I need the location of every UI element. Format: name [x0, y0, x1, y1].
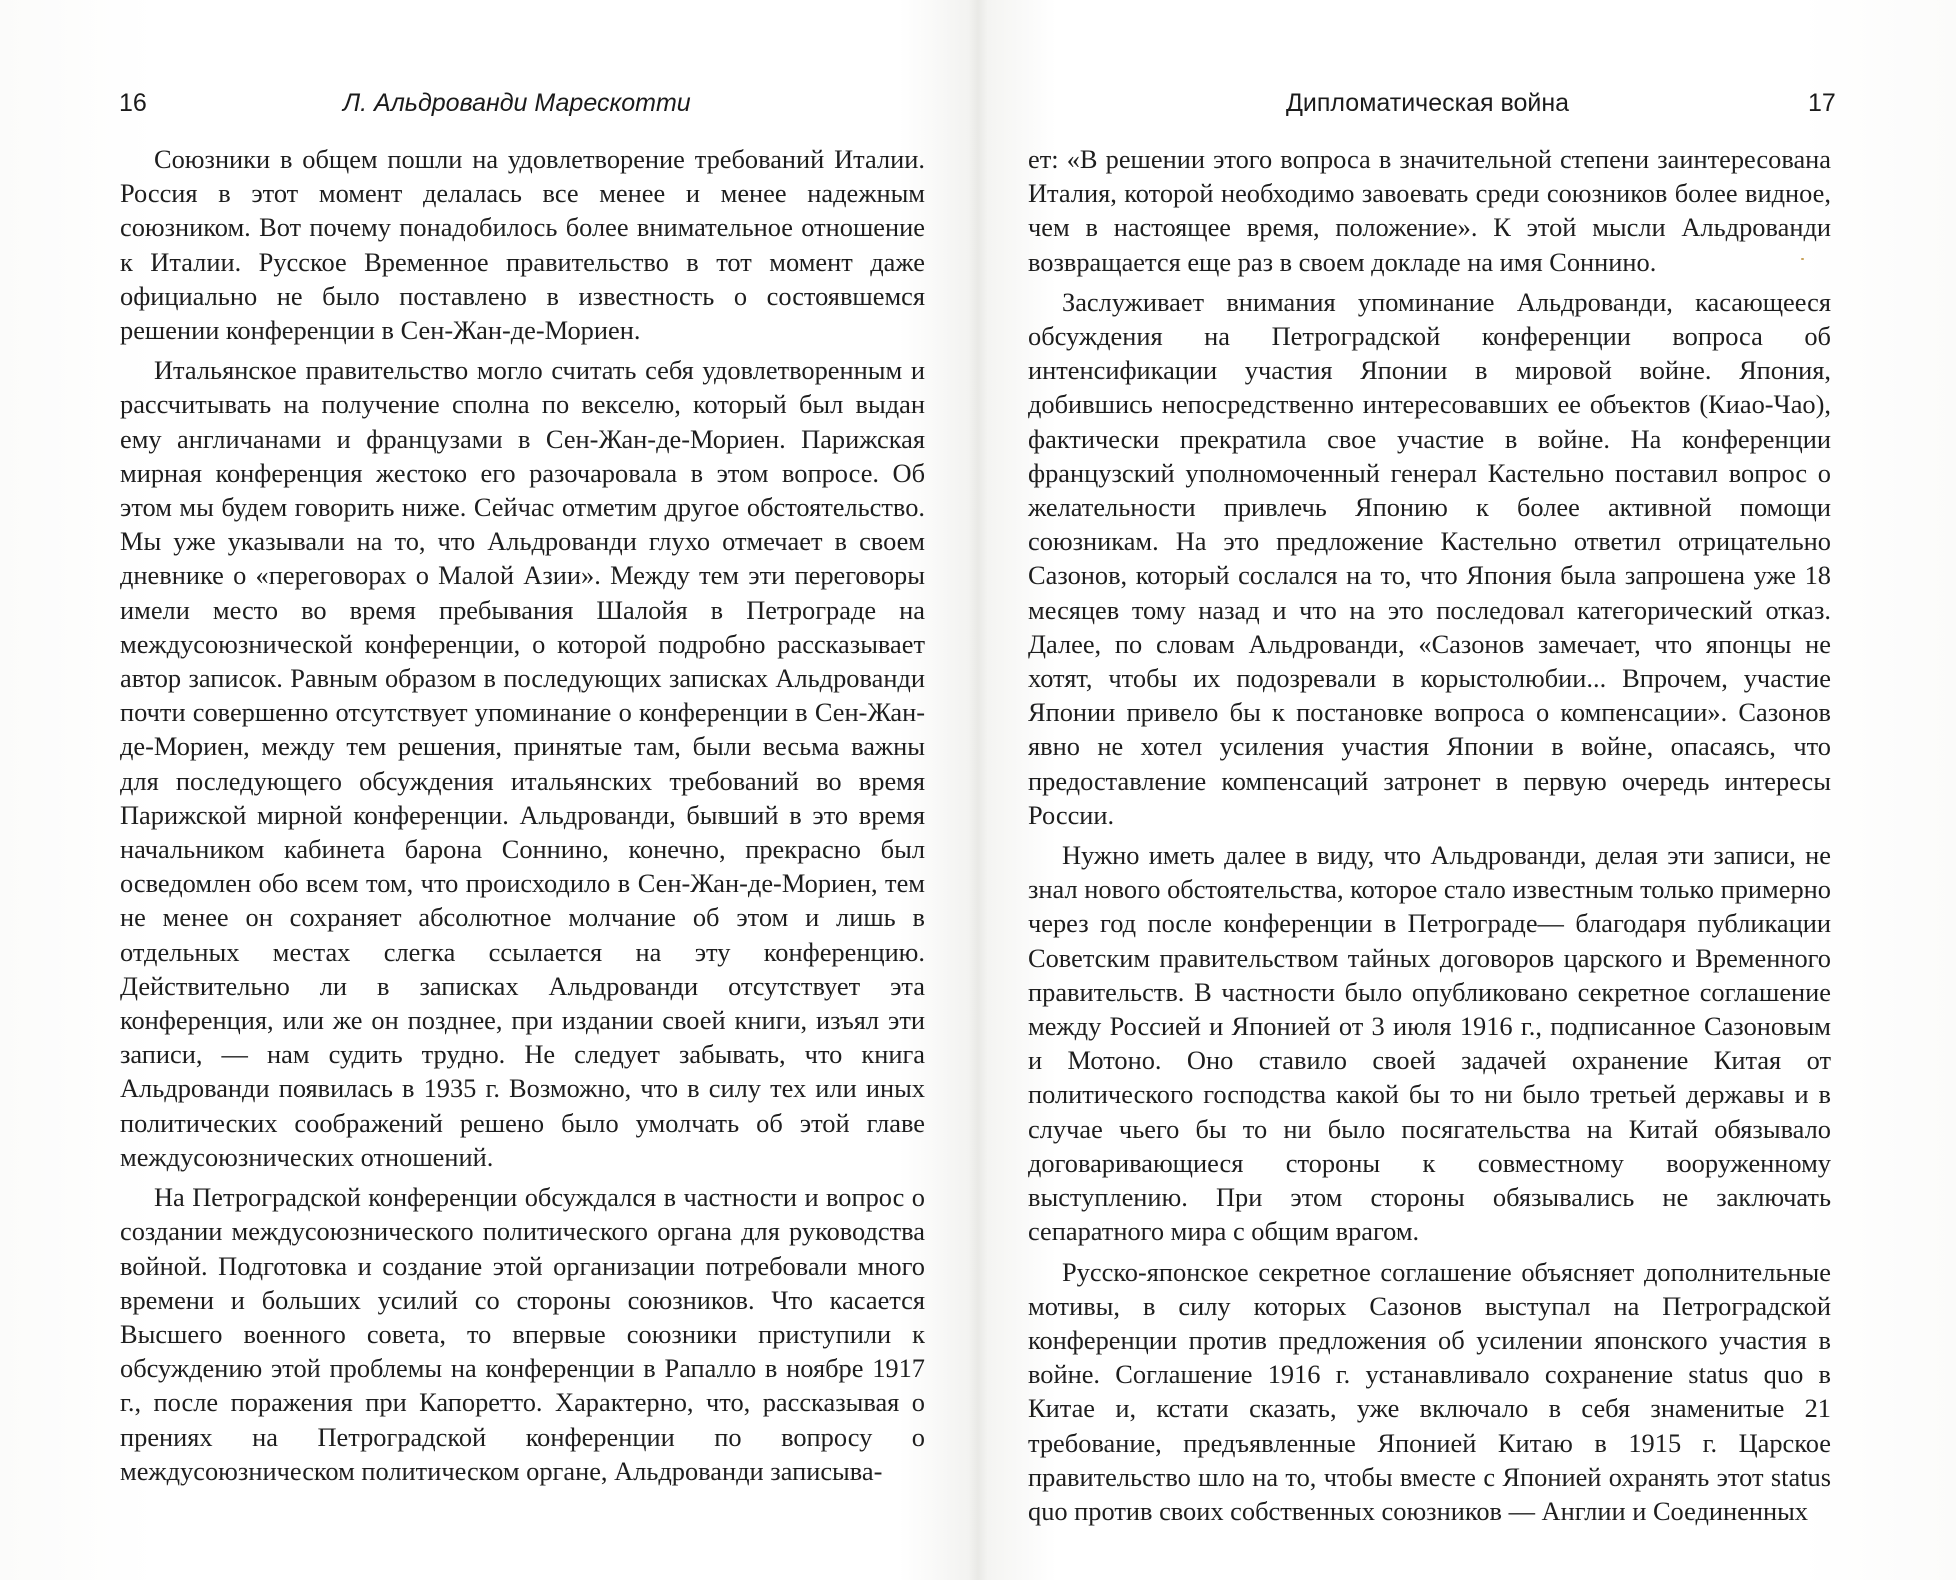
paragraph: Итальянское правительство могло считать себя удовлетворенным и рассчитывать на получение сполна по векселю, который был выдан ему англичанами и французами в Сен-Жан-де-Мориен. Парижская мирная конференция жестоко его разочаровала в этом вопросе. Об этом мы будем говорить ниже. Сейчас отметим другое обстоятельство. Мы уже указывали на то, что Альдрованди глухо отмечает в своем дневнике о «переговорах о Малой Азии». Между тем эти переговоры имели место во время пребывания Шалойя в Петрограде на междусоюзнической конференции, о которой подробно рассказывает автор записок. Равным образом в последующих записках Альдрованди почти совершенно отсутствует упоминание о конференции в Сен-Жан-де-Мориен, между тем решения, принятые там, были весьма важны для последующего обсуждения итальянских требований во время Парижской мирной конференции. Альдрованди, бывший в это время начальником кабинета барона Соннино, конечно, прекрасно был осведомлен обо всем том, что происходило в Сен-Жан-де-Мориен, тем не менее он сохраняет абсолютное молчание об этом и лишь в отдельных местах слегка ссылается на эту конференцию. Действительно ли в записках Альдрованди отсутствует эта конференция, или же он позднее, при издании своей книги, изъял эти записи, — нам судить трудно. Не следует забывать, что книга Альдрованди появилась в 1935 г. Возможно, что в силу тех или иных политических соображений решено было умолчать об этой главе междусоюзнических отношений.: [120, 355, 925, 1172]
running-head-chapter: Дипломатическая война: [1286, 89, 1570, 117]
paragraph: Союзники в общем пошли на удовлетворение требований Италии. Россия в этот момент делалась все менее и менее надежным союзником. Вот почему понадобилось более внимательное отношение к Италии. Русское Временное правительство в тот момент даже официально не было поставлено в известность о состоявшемся решении конференции в Сен-Жан-де-Мориен.: [120, 144, 925, 346]
paper-speck: [1801, 258, 1804, 260]
paragraph-continuation: ет: «В решении этого вопроса в значительной степени заинтересована Италия, которой необходимо завоевать среди союзников более видное, чем в настоящее время, положение». К этой мысли Альдрованди возвращается еще раз в своем докладе на имя Соннино.: [1028, 144, 1831, 277]
paragraph: На Петроградской конференции обсуждался в частности и вопрос о создании междусоюзнического политического органа для руководства войной. Подготовка и создание этой организации потребовали много времени и больших усилий со стороны союзников. Что касается Высшего военного совета, то впервые союзники приступили к обсуждению этой проблемы на конференции в Рапалло в ноябре 1917 г., после поражения при Капоретто. Характерно, что, рассказывая о прениях на Петроградской конференции по вопросу о междусоюзническом политическом органе, Альдрованди записыва-: [120, 1182, 925, 1486]
left-page-body: [120, 142, 925, 1494]
page-number: 16: [119, 89, 147, 117]
page-number: 17: [1808, 89, 1836, 117]
paragraph: Нужно иметь далее в виду, что Альдрованди, делая эти записи, не знал нового обстоятельства, которое стало известным только примерно через год после конференции в Петрограде— благодаря публикации Советским правительством тайных договоров царского и Временного правительств. В частности было опубликовано секретное соглашение между Россией и Японией от 3 июля 1916 г., подписанное Сазоновым и Мотоно. Оно ставило своей задачей охранение Китая от политического господства какой бы то ни было третьей державы и в случае чьего бы то ни было посягательства на Китай обязывало договаривающиеся стороны к совместному вооруженному выступлению. При этом стороны обязывались не заключать сепаратного мира с общим врагом.: [1028, 840, 1831, 1247]
right-page-body: [1028, 142, 1831, 1534]
right-page: [978, 0, 1956, 1580]
paragraph: Заслуживает внимания упоминание Альдрованди, касающееся обсуждения на Петроградской конференции вопроса об интенсификации участия Японии в мировой войне. Япония, добившись непосредственно интересовавших ее объектов (Киао-Чао), фактически прекратила свое участие в войне. На конференции французский уполномоченный генерал Кастельно поставил вопрос о желательности привлечь Японию к более активной помощи союзникам. На это предложение Кастельно ответил отрицательно Сазонов, который сослался на то, что Япония была запрошена уже 18 месяцев тому назад и что на это последовал категорический отказ. Далее, по словам Альдрованди, «Сазонов замечает, что японцы не хотят, чтобы их подозревали в корыстолюбии... Впрочем, участие Японии привело бы к постановке вопроса о компенсации». Сазонов явно не хотел усиления участия Японии в войне, опасаясь, что предоставление компенсаций затронет в первую очередь интересы России.: [1028, 286, 1831, 830]
running-head-author: Л. Альдрованди Марескотти: [343, 89, 691, 117]
paragraph: Русско-японское секретное соглашение объясняет дополнительные мотивы, в силу которых Сазонов выступал на Петроградской конференции против предложения об усилении японского участия в войне. Соглашение 1916 г. устанавливало сохранение status quo в Китае и, кстати сказать, уже включало в себя знаменитые 21 требование, предъявленные Японией Китаю в 1915 г. Царское правительство шло на то, чтобы вместе с Японией охранять этот status quo против своих собственных союзников — Англии и Соединенных: [1028, 1256, 1831, 1526]
